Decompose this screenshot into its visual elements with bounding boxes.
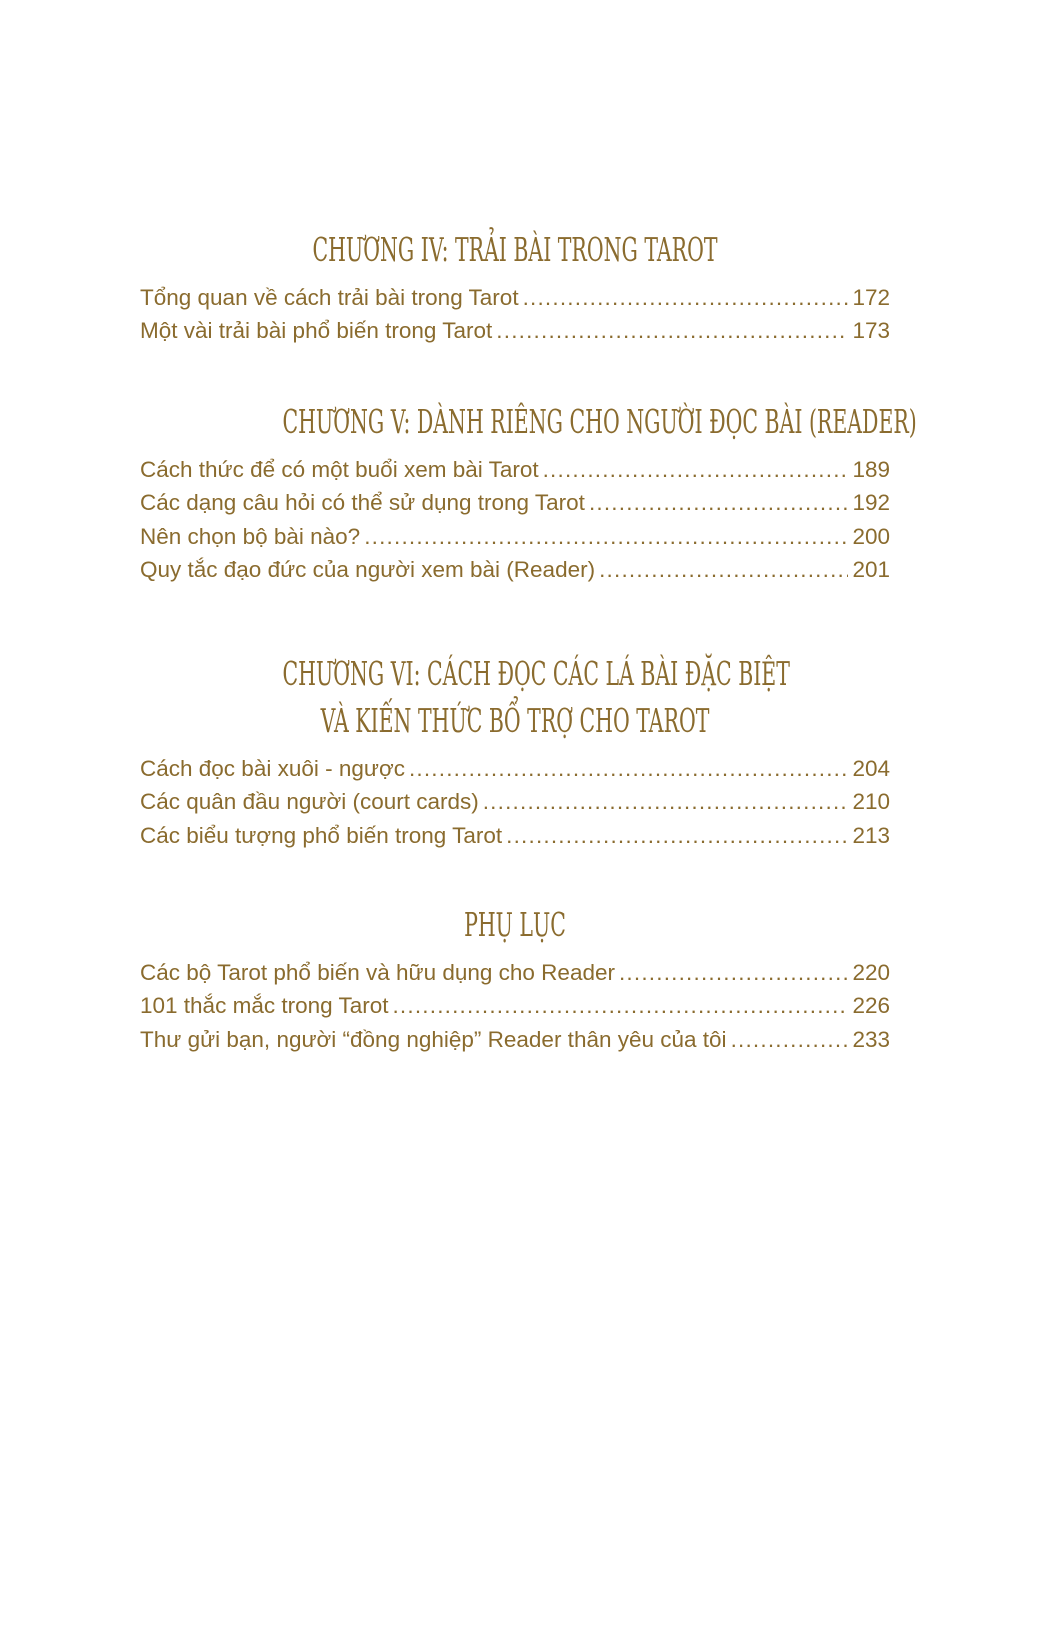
chapter-heading — [283, 226, 748, 273]
dot-leader — [599, 553, 848, 586]
chapter-heading-line: VÀ KIẾN THỨC BỔ TRỢ CHO TAROT — [320, 701, 710, 740]
toc-page-number: 213 — [852, 822, 890, 848]
chapter-heading-line: CHƯƠNG IV: TRẢI BÀI TRONG TAROT — [312, 230, 718, 269]
toc-section — [140, 226, 890, 348]
toc-entry-title: Các quân đầu người (court cards) — [140, 789, 479, 815]
toc-page-number: 189 — [852, 457, 890, 482]
dot-leader — [409, 752, 849, 785]
dot-leader — [523, 281, 849, 314]
toc-section — [140, 650, 890, 852]
toc-entry[interactable] — [140, 989, 890, 1022]
dot-leader — [496, 314, 848, 347]
toc-entry-title: Cách đọc bài xuôi - ngược — [140, 756, 405, 781]
dot-leader — [364, 520, 848, 553]
toc-entry-list — [140, 281, 890, 348]
chapter-heading — [282, 398, 917, 445]
toc-entry-title: Các biểu tượng phổ biến trong Tarot — [140, 822, 503, 848]
toc-entry[interactable] — [140, 314, 890, 347]
dot-leader — [619, 956, 848, 989]
toc-entry[interactable] — [140, 752, 890, 785]
toc-entry-title: Thư gửi bạn, người “đồng nghiệp” Reader thân yêu của tôi — [140, 1026, 727, 1052]
chapter-heading-line: CHƯƠNG V: DÀNH RIÊNG CHO NGƯỜI ĐỌC BÀI (READER) — [282, 402, 917, 441]
toc-entry[interactable] — [140, 281, 890, 314]
toc-entry-title: Tổng quan về cách trải bài trong Tarot — [140, 285, 519, 310]
toc-entry[interactable] — [140, 520, 890, 553]
chapter-heading-line: PHỤ LỤC — [464, 905, 566, 944]
toc-entry[interactable] — [140, 553, 890, 586]
toc-page-number: 192 — [852, 490, 890, 516]
toc-entry-list — [140, 453, 890, 586]
dot-leader — [543, 453, 849, 486]
chapter-heading-line: CHƯƠNG VI: CÁCH ĐỌC CÁC LÁ BÀI ĐẶC BIỆT — [282, 654, 790, 693]
toc-entry-title: Cách thức để có một buổi xem bài Tarot — [140, 457, 539, 482]
toc-entry-title: Quy tắc đạo đức của người xem bài (Reader) — [140, 556, 596, 582]
toc-entry-title: Một vài trải bài phổ biến trong Tarot — [140, 318, 493, 344]
toc-page-number: 173 — [852, 318, 890, 344]
toc-page-number: 210 — [852, 789, 890, 815]
toc-page-number: 201 — [852, 556, 890, 582]
toc-page-number: 220 — [852, 960, 890, 985]
toc-section — [140, 901, 890, 1056]
dot-leader — [731, 1023, 849, 1056]
chapter-heading — [283, 901, 748, 948]
chapter-heading — [282, 650, 790, 744]
toc-entry-title: Các bộ Tarot phổ biến và hữu dụng cho Reader — [140, 960, 615, 985]
dot-leader — [483, 785, 849, 818]
toc-page-number: 200 — [852, 523, 890, 549]
dot-leader — [506, 819, 848, 852]
toc-entry-title: 101 thắc mắc trong Tarot — [140, 993, 389, 1019]
toc-entry[interactable] — [140, 819, 890, 852]
toc-entry[interactable] — [140, 956, 890, 989]
toc-entry-title: Nên chọn bộ bài nào? — [140, 523, 361, 549]
toc-entry[interactable] — [140, 1023, 890, 1056]
toc-page-number: 226 — [852, 993, 890, 1019]
toc-page-number: 233 — [852, 1026, 890, 1052]
toc-entry[interactable] — [140, 486, 890, 519]
dot-leader — [392, 989, 848, 1022]
toc-entry-title: Các dạng câu hỏi có thể sử dụng trong Tarot — [140, 490, 585, 516]
toc-section — [140, 398, 917, 586]
toc-page-number: 204 — [852, 756, 890, 781]
toc-entry[interactable] — [140, 453, 890, 486]
toc-entry-list — [140, 752, 890, 852]
toc-entry[interactable] — [140, 785, 890, 818]
toc-entry-list — [140, 956, 890, 1056]
toc-page-number: 172 — [852, 285, 890, 310]
dot-leader — [589, 486, 849, 519]
